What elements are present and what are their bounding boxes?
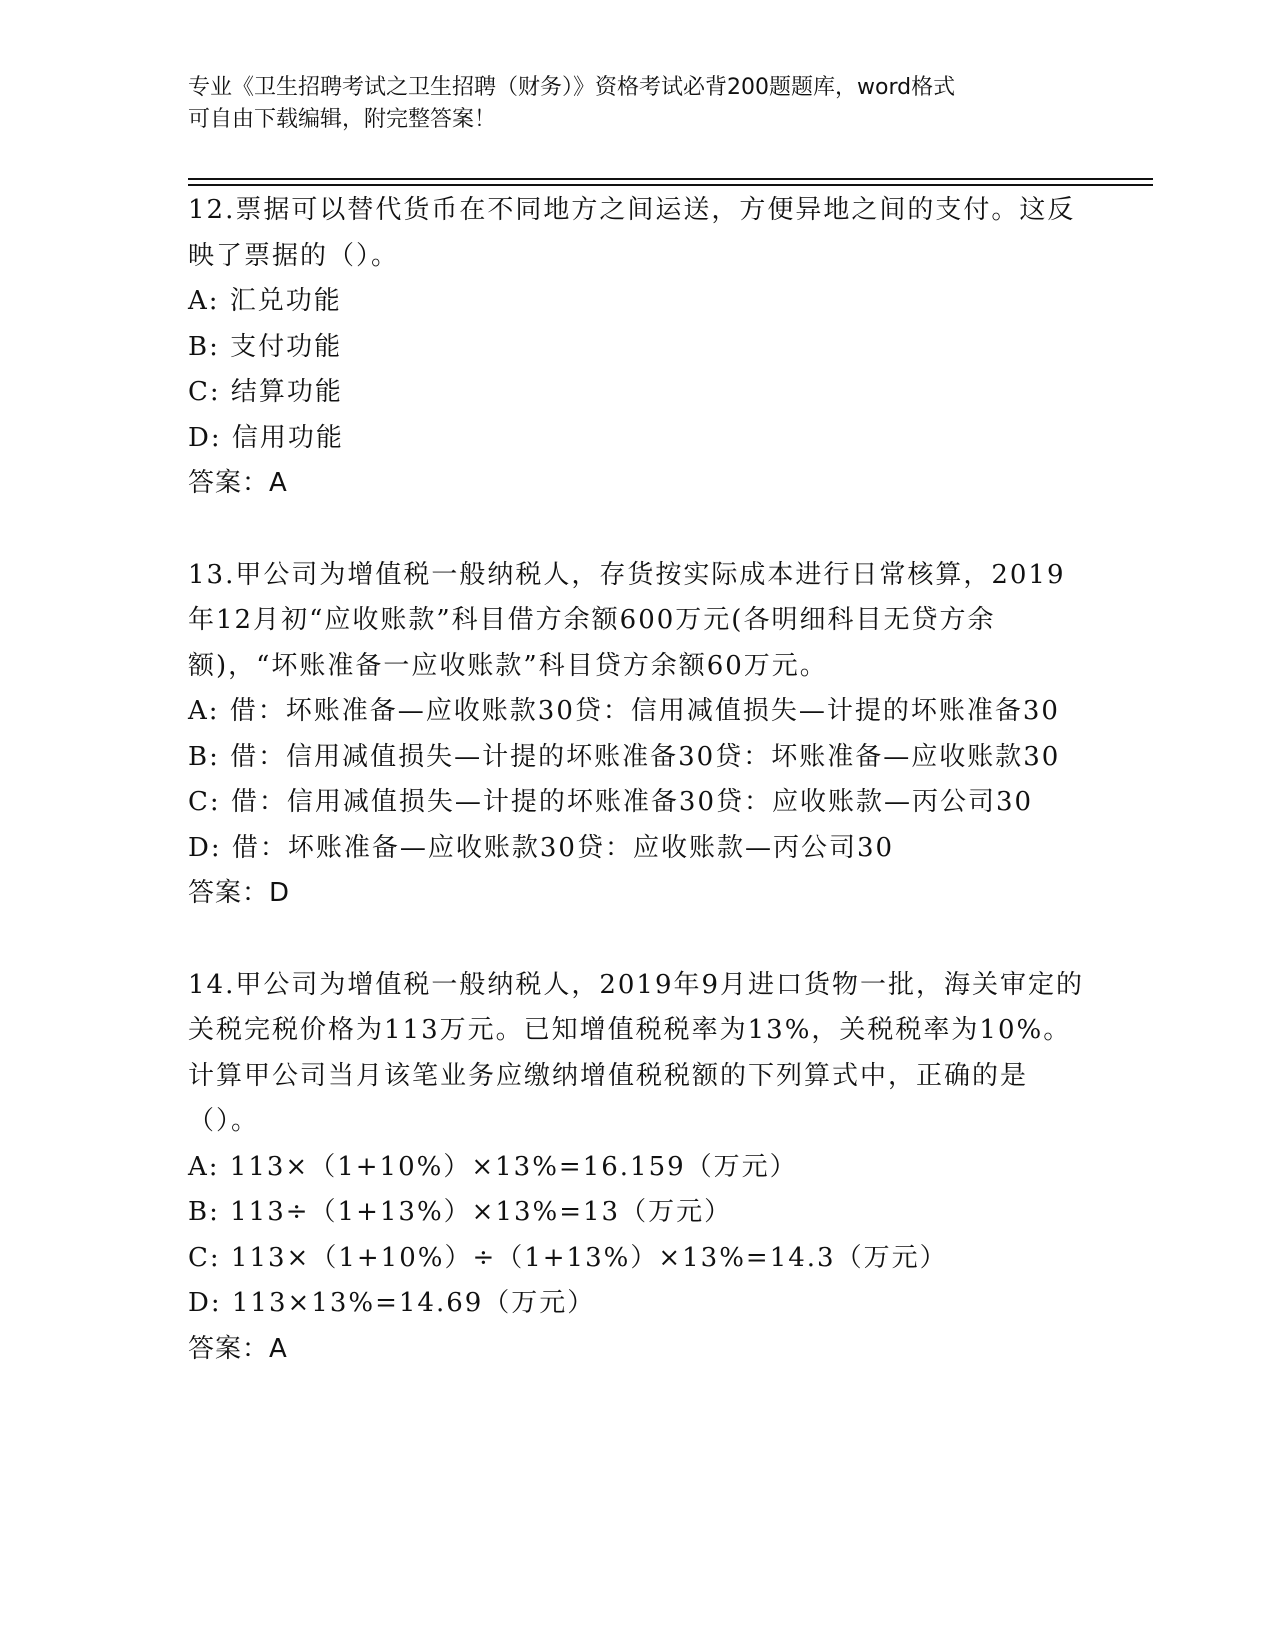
question-text: 14.甲公司为增值税一般纳税人，2019年9月进口货物一批，海关审定的关税完税价格为113万元。已知增值税税率为13%，关税税率为10%。计算甲公司当月该笔业务应缴纳增值税税额的下列算式中，正确的是（）。 <box>188 969 1085 1136</box>
option-a: A: 113×（1+10%）×13%=16.159（万元） <box>188 1151 798 1182</box>
header-line-2: 可自由下载编辑，附完整答案！ <box>188 107 497 132</box>
option-b: B: 113÷（1+13%）×13%=13（万元） <box>188 1197 733 1227</box>
question-list <box>188 188 1088 1372</box>
question-14 <box>188 963 1088 1373</box>
question-text: 12.票据可以替代货币在不同地方之间运送，方便异地之间的支付。这反映了票据的（）。 <box>188 195 1076 271</box>
header-rule-bottom <box>188 184 1153 186</box>
header-line-1: 专业《卫生招聘考试之卫生招聘（财务）》资格考试必背200题题库，word格式 <box>188 75 956 100</box>
option-a: A: 借：坏账准备—应收账款30贷：信用减值损失—计提的坏账准备30 <box>188 696 1060 726</box>
question-text: 13.甲公司为增值税一般纳税人，存货按实际成本进行日常核算，2019年12月初“应收账款”科目借方余额600万元(各明细科目无贷方余额)，“坏账准备一应收账款”科目贷方余额60万元。 <box>188 559 1066 681</box>
option-b: B: 借：信用减值损失—计提的坏账准备30贷：坏账准备—应收账款30 <box>188 741 1061 772</box>
question-13 <box>188 553 1088 917</box>
option-b: B: 支付功能 <box>188 331 343 362</box>
question-12 <box>188 188 1088 507</box>
header-rule-top <box>188 178 1153 180</box>
answer: 答案：D <box>188 878 291 908</box>
document-header <box>188 72 1068 136</box>
option-d: D: 113×13%=14.69（万元） <box>188 1288 596 1318</box>
answer: 答案：A <box>188 468 288 498</box>
option-c: C: 结算功能 <box>188 377 343 407</box>
option-d: D: 信用功能 <box>188 422 344 453</box>
answer: 答案：A <box>188 1333 288 1364</box>
option-c: C: 113×（1+10%）÷（1+13%）×13%=14.3（万元） <box>188 1242 948 1273</box>
option-a: A: 汇兑功能 <box>188 286 342 316</box>
option-c: C: 借：信用减值损失—计提的坏账准备30贷：应收账款—丙公司30 <box>188 787 1034 817</box>
option-d: D: 借：坏账准备—应收账款30贷：应收账款—丙公司30 <box>188 832 895 863</box>
